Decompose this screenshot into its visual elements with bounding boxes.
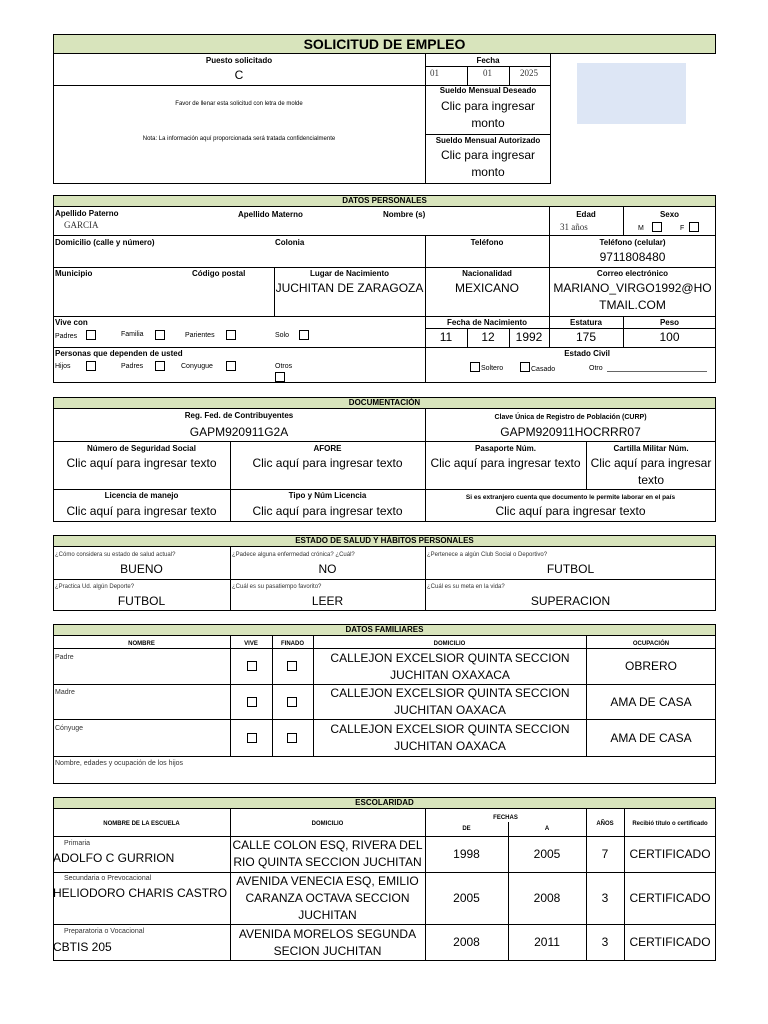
salud-q4: ¿Practica Ud. algún Deporte? [55, 584, 135, 590]
cartilla-label: Cartilla Militar Núm. [613, 444, 689, 453]
esc-row-2-domicilio[interactable]: AVENIDA MORELOS SEGUNDA SECION JUCHITAN [238, 927, 417, 958]
salud-a6[interactable]: SUPERACION [530, 594, 611, 608]
col-ocupacion: OCUPACIÓN [632, 641, 670, 647]
ec-soltero-checkbox[interactable] [470, 362, 480, 372]
dep-conyugue-label: Conyugue [181, 363, 213, 370]
fam-row-1-vive-checkbox[interactable] [247, 697, 257, 707]
sueldo-deseado-value[interactable]: Clic para ingresar monto [440, 99, 536, 130]
esc-row-2-anios[interactable]: 3 [601, 935, 609, 949]
esc-row-0-a[interactable]: 2005 [533, 847, 561, 861]
fam-row-0-finado-checkbox[interactable] [287, 661, 297, 671]
sueldo-deseado-label: Sueldo Mensual Deseado [439, 86, 537, 95]
sueldo-autorizado-label: Sueldo Mensual Autorizado [435, 136, 541, 145]
rfc-value[interactable]: GAPM920911G2A [189, 425, 289, 439]
puesto-label: Puesto solicitado [205, 56, 273, 65]
ec-soltero-label: Soltero [481, 365, 504, 372]
colonia-label: Colonia [275, 238, 305, 247]
celular-value[interactable]: 9711808480 [599, 250, 666, 264]
curp-label: Clave Única de Registro de Población (CURP) [494, 414, 647, 421]
licencia-value[interactable]: Clic aquí para ingresar texto [66, 504, 217, 518]
fecha-year[interactable]: 2025 [520, 68, 538, 78]
vive-parientes-label: Parientes [185, 332, 215, 339]
ec-casado-label: Casado [531, 366, 556, 373]
lugar-nac-label: Lugar de Nacimiento [309, 269, 390, 278]
fam-row-0-ocupacion[interactable]: OBRERO [624, 659, 677, 673]
nss-value[interactable]: Clic aquí para ingresar texto [66, 456, 217, 470]
municipio-label: Municipio [55, 269, 93, 278]
confidential-note: Nota: La información aquí proporcionada será tratada confidencialmente [142, 136, 336, 142]
vive-solo-label: Solo [275, 332, 290, 339]
instruction-text: Favor de llenar esta solicitud con letra de molde [175, 101, 303, 107]
sexo-f-checkbox[interactable] [689, 222, 699, 232]
esc-row-0-de[interactable]: 1998 [453, 847, 480, 861]
vive-padres-checkbox[interactable] [86, 330, 96, 340]
fam-row-0-rel: Padre [55, 654, 74, 661]
fecha-label: Fecha [476, 56, 500, 65]
esc-row-0-escuela[interactable]: ADOLFO C GURRION [53, 851, 175, 865]
estatura-label: Estatura [569, 318, 602, 327]
puesto-value[interactable]: C [234, 68, 244, 82]
esc-row-0-nivel: Primaria [64, 840, 91, 847]
esc-row-1-anios[interactable]: 3 [601, 891, 609, 905]
estado-civil-label: Estado Civil [564, 349, 610, 358]
salud-a3[interactable]: FUTBOL [546, 562, 595, 576]
fam-row-0-domicilio[interactable]: CALLEJON EXCELSIOR QUINTA SECCION JUCHITAN OXAXACA [330, 651, 570, 682]
dep-otros-label: Otros [275, 363, 293, 370]
fam-row-2-rel: Cónyuge [55, 725, 84, 732]
apellido-paterno-label: Apellido Paterno [55, 209, 119, 218]
vive-familia-label: Familia [121, 331, 144, 338]
vive-padres-label: Padres [55, 333, 78, 340]
correo-label: Correo electrónico [596, 269, 669, 278]
licencia-label: Licencia de manejo [104, 491, 179, 500]
esc-col-de: DE [462, 826, 471, 832]
dep-hijos-label: Hijos [55, 363, 71, 370]
fam-row-1-rel: Madre [55, 689, 75, 696]
ec-otro-label: Otro [589, 365, 603, 372]
documentacion-header: DOCUMENTACIÓN [53, 397, 716, 409]
pasaporte-value[interactable]: Clic aquí para ingresar texto [430, 456, 581, 470]
salud-q5: ¿Cuál es su pasatiempo favorito? [232, 584, 322, 590]
nss-label: Número de Seguridad Social [87, 444, 196, 453]
tipo-licencia-label: Tipo y Núm Licencia [288, 491, 367, 500]
fecha-day[interactable]: 01 [430, 68, 439, 78]
esc-col-fechas: FECHAS [493, 815, 518, 821]
esc-row-2-de[interactable]: 2008 [453, 935, 480, 949]
fam-row-1-domicilio[interactable]: CALLEJON EXCELSIOR QUINTA SECCION JUCHITAN OAXACA [330, 686, 570, 717]
col-domicilio: DOMICILIO [433, 641, 466, 647]
dependen-label: Personas que dependen de usted [55, 349, 183, 358]
salud-a5[interactable]: LEER [311, 594, 344, 608]
esc-row-0-domicilio[interactable]: CALLE COLON ESQ, RIVERA DEL RIO QUINTA SECCION JUCHITAN [232, 838, 423, 869]
esc-col-a: A [544, 826, 550, 832]
dep-otros-checkbox[interactable] [275, 372, 285, 382]
familiares-header: DATOS FAMILIARES [53, 624, 716, 636]
fam-row-0-vive-checkbox[interactable] [247, 661, 257, 671]
extranjero-value[interactable]: Clic aquí para ingresar texto [495, 504, 646, 518]
edad-label: Edad [576, 210, 596, 219]
fecha-month[interactable]: 01 [483, 68, 492, 78]
afore-label: AFORE [313, 444, 342, 453]
photo-placeholder[interactable] [577, 63, 686, 124]
fam-row-2-domicilio[interactable]: CALLEJON EXCELSIOR QUINTA SECCION JUCHITAN OAXACA [330, 722, 570, 753]
rfc-label: Reg. Fed. de Contribuyentes [184, 411, 294, 420]
escolaridad-header: ESCOLARIDAD [53, 797, 716, 809]
vive-familia-checkbox[interactable] [155, 330, 165, 340]
estatura-value[interactable]: 175 [575, 330, 597, 344]
dep-padres-checkbox[interactable] [155, 361, 165, 371]
salud-q2: ¿Padece alguna enfermedad crónica? ¿Cuál? [232, 552, 355, 558]
fam-row-2-ocupacion[interactable]: AMA DE CASA [610, 731, 692, 745]
cartilla-value[interactable]: Clic aquí para ingresar texto [590, 456, 712, 487]
cp-label: Código postal [192, 269, 246, 278]
apellido-paterno-value[interactable]: GARCIA [64, 220, 99, 230]
dep-hijos-checkbox[interactable] [86, 361, 96, 371]
ec-casado-checkbox[interactable] [520, 362, 530, 372]
ec-otro-line[interactable] [607, 371, 707, 372]
nombre-label: Nombre (s) [383, 210, 426, 219]
col-vive: VIVE [244, 641, 258, 647]
salud-q3: ¿Pertenece a algún Club Social o Deportivo? [427, 552, 548, 558]
fecha-nac-year[interactable]: 1992 [515, 330, 543, 344]
personal-header: DATOS PERSONALES [53, 195, 716, 207]
esc-col-anios: AÑOS [596, 821, 614, 827]
afore-value[interactable]: Clic aquí para ingresar texto [252, 456, 403, 470]
esc-row-1-a[interactable]: 2008 [533, 891, 561, 905]
esc-row-2-nivel: Preparatoria o Vocacional [64, 928, 145, 935]
celular-label: Teléfono (celular) [599, 238, 666, 247]
col-nombre: NOMBRE [128, 641, 155, 647]
fecha-nac-day[interactable]: 11 [439, 330, 453, 344]
nacionalidad-label: Nacionalidad [462, 269, 512, 278]
tipo-licencia-value[interactable]: Clic aquí para ingresar texto [252, 504, 403, 518]
vive-con-label: Vive con [55, 318, 88, 327]
sexo-label: Sexo [659, 210, 680, 219]
peso-value[interactable]: 100 [659, 330, 680, 344]
correo-value[interactable]: MARIANO_VIRGO1992@HOTMAIL.COM [553, 281, 712, 312]
salud-q1: ¿Cómo considera su estado de salud actual? [55, 552, 176, 558]
curp-value[interactable]: GAPM920911HOCRRR07 [500, 425, 641, 439]
extranjero-label: Si es extranjero cuenta que documento le permite laborar en el país [465, 494, 676, 501]
edad-value[interactable]: 31 años [560, 222, 588, 232]
esc-col-escuela: NOMBRE DE LA ESCUELA [103, 821, 180, 827]
fecha-nac-label: Fecha de Nacimiento [446, 318, 528, 327]
pasaporte-label: Pasaporte Núm. [475, 444, 536, 453]
vive-parientes-checkbox[interactable] [226, 330, 236, 340]
salud-a1[interactable]: BUENO [120, 562, 163, 576]
esc-col-domicilio: DOMICILIO [311, 821, 344, 827]
col-finado: FINADO [281, 641, 304, 647]
esc-row-2-titulo[interactable]: CERTIFICADO [629, 935, 711, 949]
peso-label: Peso [659, 318, 680, 327]
salud-a2[interactable]: NO [318, 562, 337, 576]
sexo-m-label: M [638, 225, 644, 232]
fam-row-2-vive-checkbox[interactable] [247, 733, 257, 743]
esc-row-0-anios[interactable]: 7 [601, 847, 609, 861]
nacionalidad-value[interactable]: MEXICANO [454, 281, 519, 295]
sexo-f-label: F [680, 225, 685, 232]
fam-row-1-ocupacion[interactable]: AMA DE CASA [610, 695, 692, 709]
salud-q6: ¿Cuál es su meta en la vida? [427, 584, 505, 590]
dep-conyugue-checkbox[interactable] [226, 361, 236, 371]
esc-row-1-de[interactable]: 2005 [453, 891, 480, 905]
telefono-label: Teléfono [470, 238, 504, 247]
sexo-m-checkbox[interactable] [652, 222, 662, 232]
fam-row-2-finado-checkbox[interactable] [287, 733, 297, 743]
apellido-materno-label: Apellido Materno [238, 210, 303, 219]
esc-row-1-escuela[interactable]: HELIODORO CHARIS CASTRO [53, 886, 228, 900]
esc-col-titulo: Recibió título o certificado [632, 821, 708, 827]
esc-row-1-domicilio[interactable]: AVENIDA VENECIA ESQ, EMILIO CARANZA OCTAVA SECCION JUCHITAN [236, 874, 419, 922]
esc-row-1-titulo[interactable]: CERTIFICADO [629, 891, 711, 905]
form-title: SOLICITUD DE EMPLEO [303, 36, 466, 52]
salud-header: ESTADO DE SALUD Y HÁBITOS PERSONALES [53, 535, 716, 547]
salud-a4[interactable]: FUTBOL [117, 594, 166, 608]
lugar-nac-value[interactable]: JUCHITAN DE ZARAGOZA [275, 281, 424, 295]
esc-row-1-nivel: Secundaria o Prevocacional [64, 875, 152, 882]
domicilio-label: Domicilio (calle y número) [55, 238, 155, 247]
dep-padres-label: Padres [121, 363, 144, 370]
vive-solo-checkbox[interactable] [299, 330, 309, 340]
fam-row-1-finado-checkbox[interactable] [287, 697, 297, 707]
esc-row-0-titulo[interactable]: CERTIFICADO [629, 847, 711, 861]
fecha-nac-month[interactable]: 12 [481, 330, 495, 344]
esc-row-2-a[interactable]: 2011 [534, 935, 560, 949]
sueldo-autorizado-value[interactable]: Clic para ingresar monto [440, 148, 536, 179]
esc-row-2-escuela[interactable]: CBTIS 205 [53, 940, 112, 954]
hijos-label: Nombre, edades y ocupación de los hijos [55, 760, 184, 767]
